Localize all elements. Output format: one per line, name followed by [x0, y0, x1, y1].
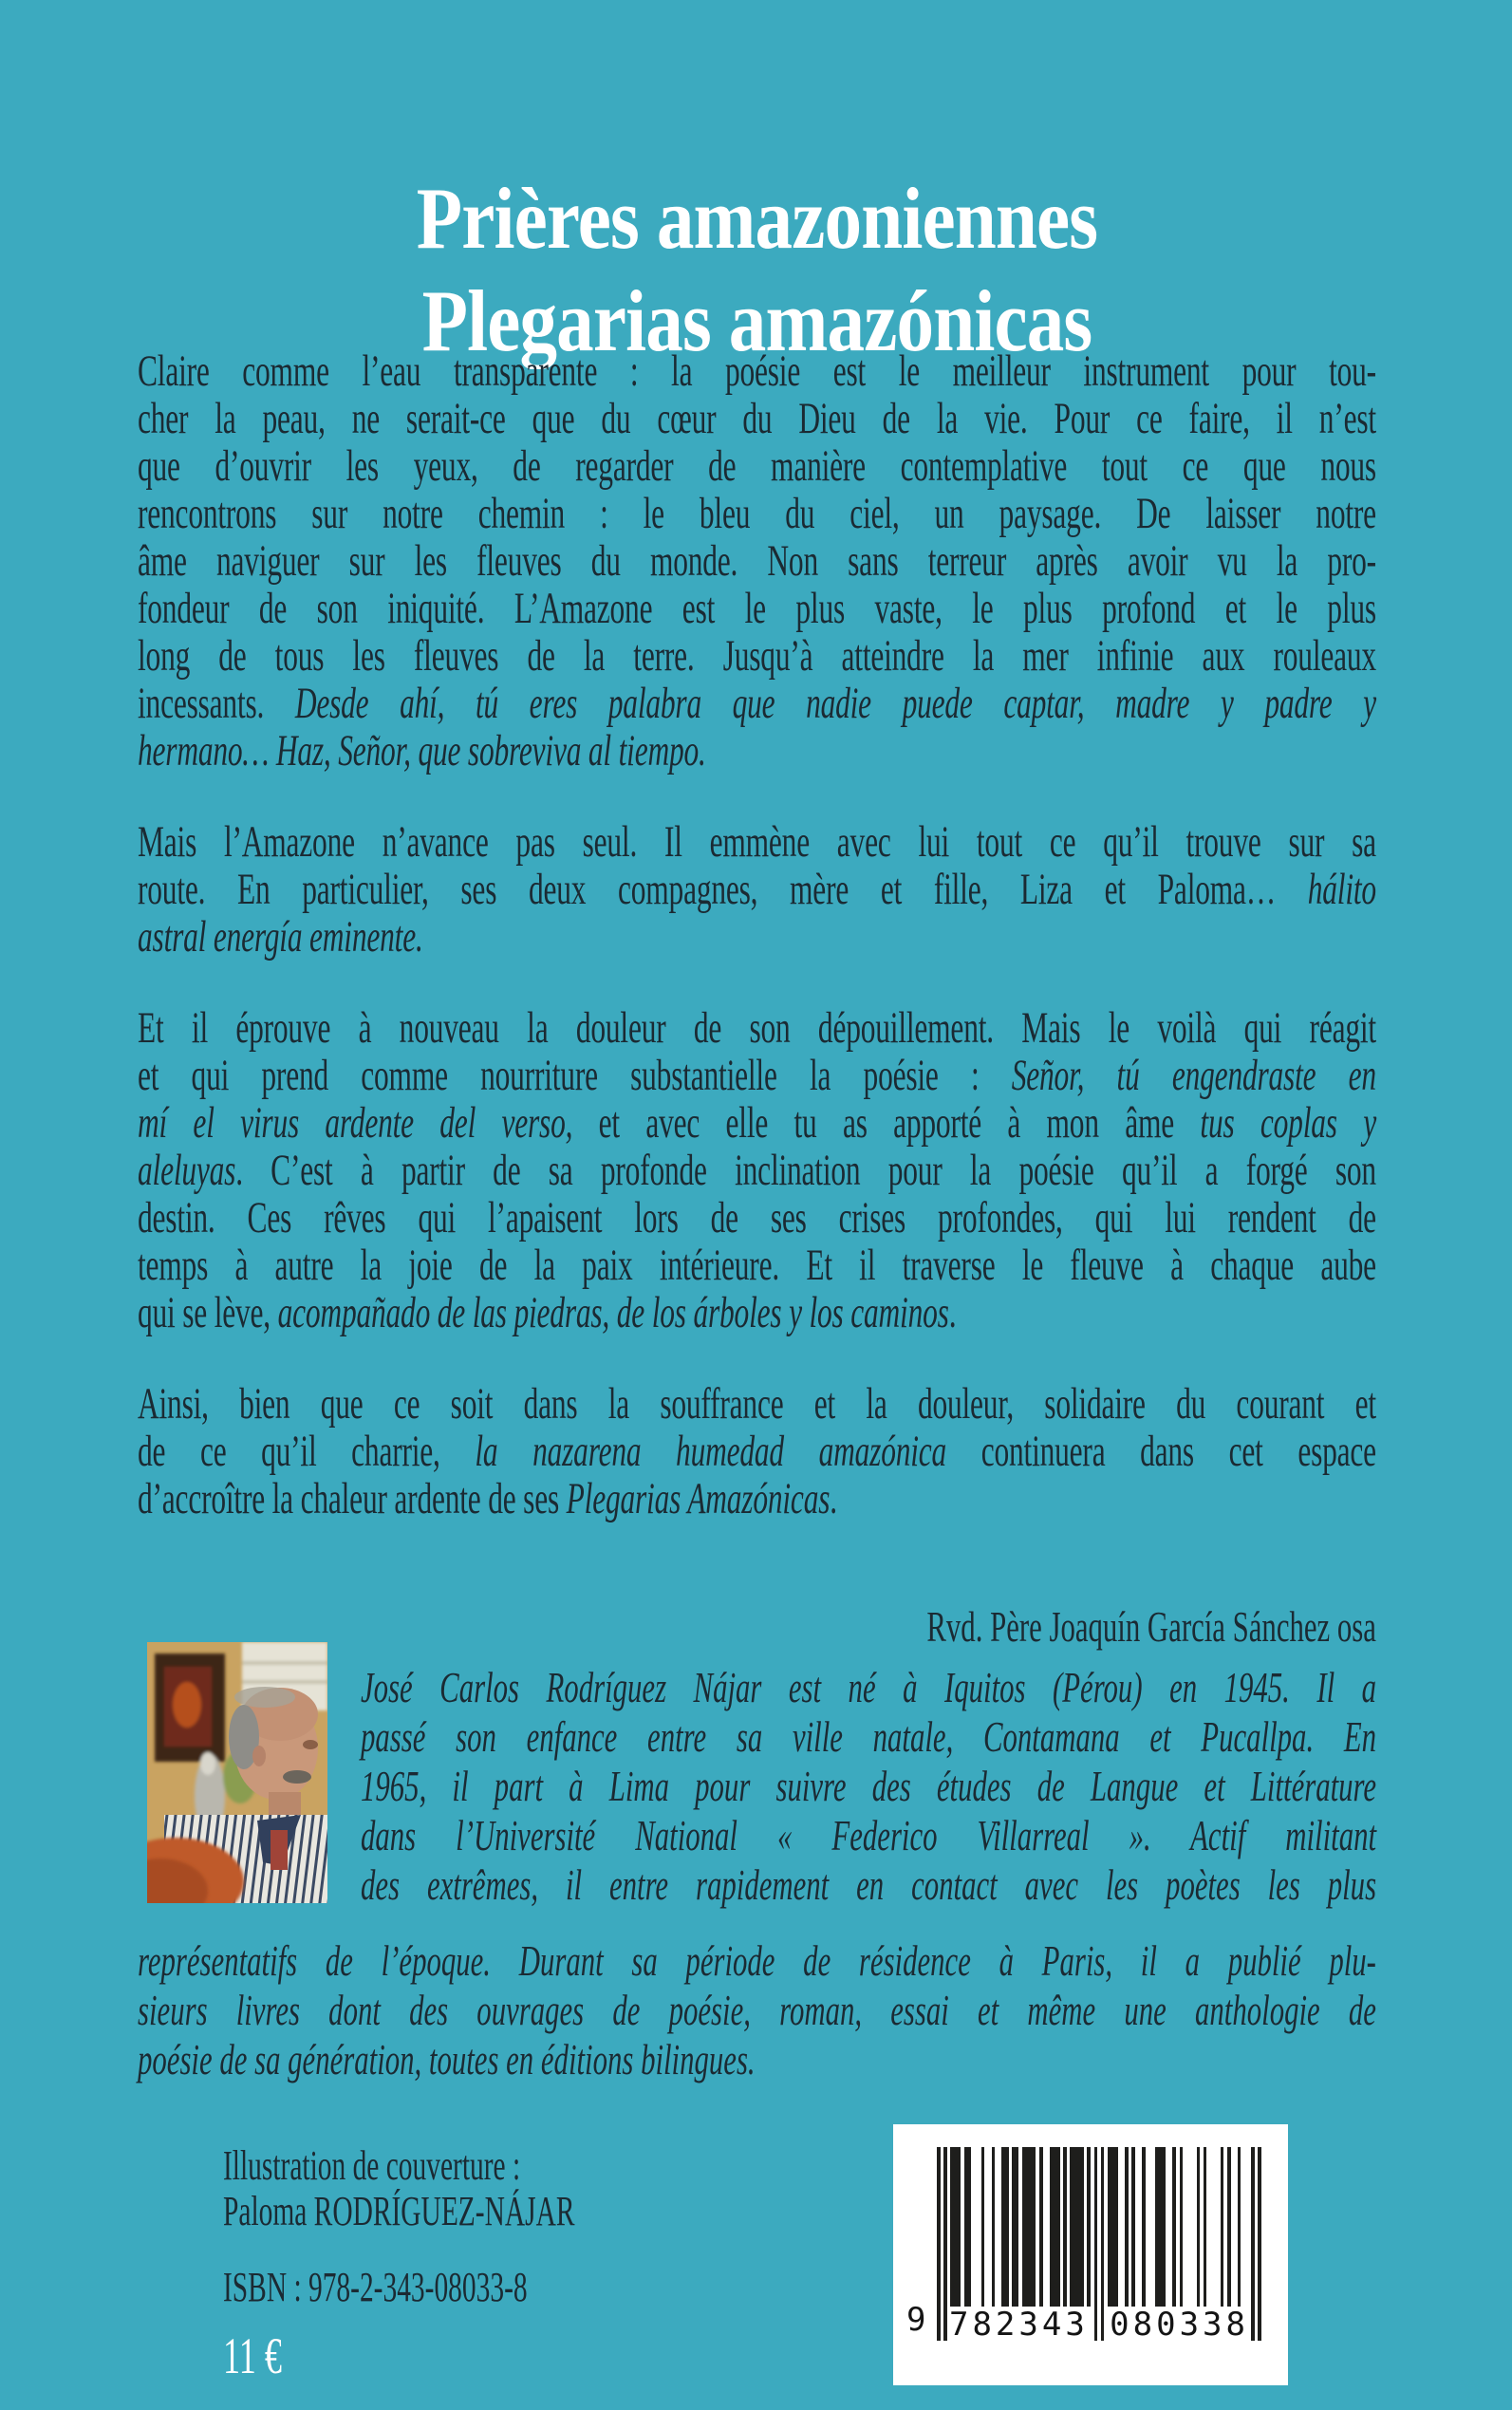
- text-line: 1965, il part à Lima pour suivre des études de Langue et Littérature: [361, 1762, 1377, 1810]
- barcode-bar: [967, 2147, 971, 2307]
- barcode-bar: [1221, 2147, 1224, 2307]
- text-line: fondeur de son iniquité. L’Amazone est le plus vaste, le plus profond et le plus: [138, 584, 1376, 633]
- barcode-first-digit: 9: [906, 2301, 926, 2339]
- illustration-credit-label: Illustration de couverture :: [223, 2142, 521, 2189]
- text-line: passé son enfance entre sa ville natale, Contamana et Pucallpa. En: [361, 1712, 1377, 1761]
- text-line: que d’ouvrir les yeux, de regarder de manière contemplative tout ce que nous: [138, 441, 1376, 491]
- text-line: des extrêmes, il entre rapidement en contact avec les poètes les plus: [361, 1860, 1377, 1909]
- text-line: de ce qu’il charrie, la nazarena humedad amazónica continuera dans cet espace: [138, 1427, 1376, 1476]
- text-line: destin. Ces rêves qui l’apaisent lors de ses crises profondes, qui lui rendent de: [138, 1193, 1376, 1242]
- barcode-right-digits: 080338: [1108, 2307, 1251, 2343]
- text-line: long de tous les fleuves de la terre. Jusqu’à atteindre la mer infinie aux rouleaux: [138, 631, 1376, 681]
- text-line: cher la peau, ne serait-ce que du cœur du Dieu de la vie. Pour ce faire, il n’est: [138, 394, 1376, 443]
- barcode-bar: [1114, 2147, 1118, 2307]
- author-bio-full: [138, 1936, 1376, 2084]
- text-line: hermano… Haz, Señor, que sobreviva al tiempo.: [138, 726, 706, 775]
- barcode-bar: [958, 2147, 961, 2307]
- book-title: [224, 167, 1289, 372]
- barcode-bar: [1131, 2147, 1135, 2307]
- signature: Rvd. Père Joaquín García Sánchez osa: [926, 1602, 1376, 1651]
- title-line-spanish: Plegarias amazónicas: [421, 272, 1092, 369]
- author-bio-indented: [361, 1663, 1376, 1910]
- barcode-bar: [1080, 2147, 1084, 2307]
- text-line: route. En particulier, ses deux compagnes, mère et fille, Liza et Paloma… hálito: [138, 865, 1376, 914]
- barcode-bar: [1094, 2147, 1098, 2341]
- barcode-bar: [1172, 2147, 1176, 2307]
- barcode-bars: [937, 2147, 1261, 2344]
- text-line: d’accroître la chaleur ardente de ses Plegarias Amazónicas.: [138, 1474, 837, 1523]
- text-line: mí el virus ardente del verso, et avec elle tu as apporté à mon âme tus coplas y: [138, 1098, 1376, 1148]
- text-line: astral energía eminente.: [138, 912, 423, 962]
- text-line: poésie de sa génération, toutes en éditions bilingues.: [138, 2035, 756, 2083]
- barcode-bar: [1197, 2147, 1201, 2307]
- barcode-bar: [1251, 2147, 1255, 2341]
- text-line: Ainsi, bien que ce soit dans la souffrance et la douleur, solidaire du courant et: [138, 1379, 1376, 1429]
- text-line: José Carlos Rodríguez Nájar est né à Iquitos (Pérou) en 1945. Il a: [361, 1663, 1377, 1711]
- text-line: sieurs livres dont des ouvrages de poésie, roman, essai et même une anthologie de: [138, 1986, 1376, 2034]
- text-line: Et il éprouve à nouveau la douleur de son dépouillement. Mais le voilà qui réagit: [138, 1003, 1376, 1053]
- text-line: temps à autre la joie de la paix intérieure. Et il traverse le fleuve à chaque aube: [138, 1241, 1376, 1290]
- text-line: incessants. Desde ahí, tú eres palabra que nadie puede captar, madre y padre y: [138, 679, 1376, 728]
- ean13-barcode: [893, 2124, 1288, 2385]
- barcode-bar: [1142, 2147, 1146, 2307]
- text-line: âme naviguer sur les fleuves du monde. Non sans terreur après avoir vu la pro-: [138, 536, 1376, 586]
- barcode-bar: [1063, 2147, 1067, 2307]
- barcode-bar: [1204, 2147, 1207, 2307]
- text-line: rencontrons sur notre chemin : le bleu du ciel, un paysage. De laisser notre: [138, 489, 1376, 538]
- blurb: [138, 347, 1376, 1566]
- barcode-bar: [981, 2147, 985, 2307]
- barcode-bar: [1180, 2147, 1184, 2307]
- barcode-bar: [1033, 2147, 1036, 2307]
- text-line: Mais l’Amazone n’avance pas seul. Il emmène avec lui tout ce qu’il trouve sur sa: [138, 817, 1376, 867]
- credits-block: [223, 2142, 985, 2384]
- text-line: aleluyas. C’est à partir de sa profonde inclination pour la poésie qu’il a forgé son: [138, 1146, 1376, 1195]
- barcode-bar: [1005, 2147, 1009, 2307]
- barcode-bar: [1227, 2147, 1231, 2307]
- title-line-french: Prières amazoniennes: [416, 170, 1098, 267]
- barcode-bar: [992, 2147, 996, 2307]
- illustrator-name: Paloma RODRÍGUEZ-NÁJAR: [223, 2188, 575, 2234]
- barcode-bar: [1039, 2147, 1043, 2307]
- text-line: dans l’Université National « Federico Villarreal ». Actif militant: [361, 1811, 1377, 1859]
- text-line: qui se lève, acompañado de las piedras, de los árboles y los caminos.: [138, 1288, 957, 1337]
- barcode-bar: [1101, 2147, 1105, 2341]
- text-line: représentatifs de l’époque. Durant sa période de résidence à Paris, il a publié plu-: [138, 1936, 1376, 1985]
- barcode-bar: [1016, 2147, 1019, 2307]
- price: 11 €: [223, 2327, 282, 2384]
- text-line: et qui prend comme nourriture substantielle la poésie : Señor, tú engendraste en: [138, 1051, 1376, 1100]
- barcode-bar: [1056, 2147, 1060, 2307]
- barcode-bar: [1163, 2147, 1167, 2307]
- blurb-paragraph: [138, 1004, 1376, 1336]
- barcode-bar: [937, 2147, 941, 2341]
- barcode-bar: [1125, 2147, 1129, 2307]
- blurb-paragraph: [138, 818, 1376, 961]
- isbn: ISBN : 978-2-343-08033-8: [223, 2264, 528, 2310]
- blurb-paragraph: [138, 347, 1376, 775]
- text-line: Claire comme l’eau transparente : la poésie est le meilleur instrument pour tou-: [138, 346, 1376, 396]
- barcode-bar: [1258, 2147, 1261, 2341]
- blurb-paragraph: [138, 1380, 1376, 1523]
- barcode-left-digits: 782343: [947, 2307, 1091, 2343]
- barcode-bar: [1238, 2147, 1241, 2307]
- barcode-bar: [1087, 2147, 1091, 2307]
- author-photo: [147, 1642, 327, 1903]
